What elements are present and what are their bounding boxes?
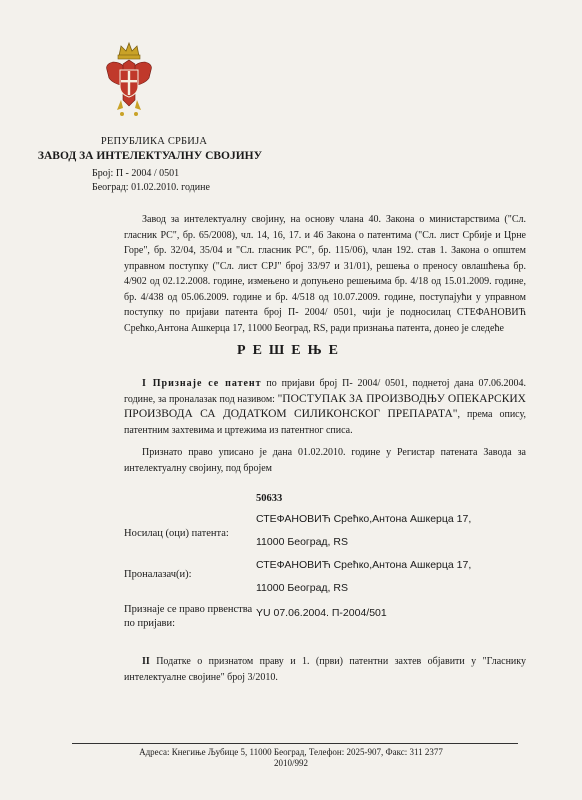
footer-divider [72,743,518,744]
coat-of-arms-icon [103,40,155,118]
inventor-label: Проналазач(и): [124,569,192,580]
holder-line-1: СТЕФАНОВИЋ Срећко,Антона Ашкерца 17, [256,513,472,525]
reference-label: Број: [92,168,114,179]
reference-value: П - 2004 / 0501 [115,168,180,179]
office-name: ЗАВОД ЗА ИНТЕЛЕКТУАЛНУ СВОЈИНУ [37,150,263,162]
holder-line-2: 11000 Београд, RS [256,536,348,548]
section-2-lead: II [142,656,150,667]
reference-number [92,168,179,179]
inventor-value [256,554,536,600]
republic-name: РЕПУБЛИКА СРБИЈА [100,136,208,147]
section-1-text-a: по пријави број П- 2004/ 0501, поднетој дана 07.06.2004. године, за проналазак под називом: [124,378,526,405]
footer-address: Адреса: Кнегиње Љубице 5, 11000 Београд, Телефон: 2025-907, Факс: 311 2377 [139,747,443,757]
place-date: Београд: 01.02.2010. године [92,182,210,193]
holder-value [256,508,536,554]
holder-label: Носилац (оци) патента: [124,528,229,539]
footer-code: 2010/992 [273,758,308,768]
priority-value: YU 07.06.2004. П-2004/501 [256,607,387,619]
priority-label: Признаје се право првенства по пријави: [124,604,253,629]
section-1-text-b: , према опису, патентним захтевима и цртежима из патентног списа. [124,409,526,436]
registration-paragraph: Признато право уписано је дана 01.02.2010. године у Регистар патената Завода за интелектуалну својину, под бројем [124,447,526,474]
inventor-line-2: 11000 Београд, RS [256,582,348,594]
decision-title: РЕШЕЊЕ [237,343,345,358]
section-2-paragraph [124,654,526,685]
invention-title: "ПОСТУПАК ЗА ПРОИЗВОДЊУ ОПЕКАРСКИХ ПРОИЗВОДА СА ДОДАТКОМ СИЛИКОНСКОГ ПРЕПАРАТА" [124,392,526,420]
intro-paragraph: Завод за интелектуалну својину, на основу члана 40. Закона о министарствима ("Сл. гласник РС", бр. 65/2008), чл. 14, 16, 17. и 46 Закона о патентима ("Сл. лист Србије и Црне Горе", бр. 32/04, 35/04 и "Сл. гласник РС", бр. 115/06), члан 192. став 1. Закона о општем управном поступку ("Сл. лист СРЈ" број 33/97 и 31/01), решења о преносу овлашћења бр. 4/902 од 02.12.2008. године, измењено и допуњено решењима бр. 4/18 од 15.01.2009. године, бр. 4/438 од 05.06.2009. године и бр. 4/518 од 10.07.2009. године, поступајући у управном поступку по пријави патента број П- 2004/ 0501, чији је подносилац СТЕФАНОВИЋ Срећко,Антона Ашкерца 17, 11000 Београд, RS, ради признања патента, донео је следеће [124,214,526,334]
section-1-paragraph [124,376,526,438]
section-1-lead: I Признаје се патент [142,378,262,389]
inventor-line-1: СТЕФАНОВИЋ Срећко,Антона Ашкерца 17, [256,559,472,571]
registry-number: 50633 [256,493,283,504]
section-2-text: Податке о признатом праву и 1. (први) патентни захтев објавити у "Гласнику интелектуалне својине" број 3/2010. [124,656,526,683]
